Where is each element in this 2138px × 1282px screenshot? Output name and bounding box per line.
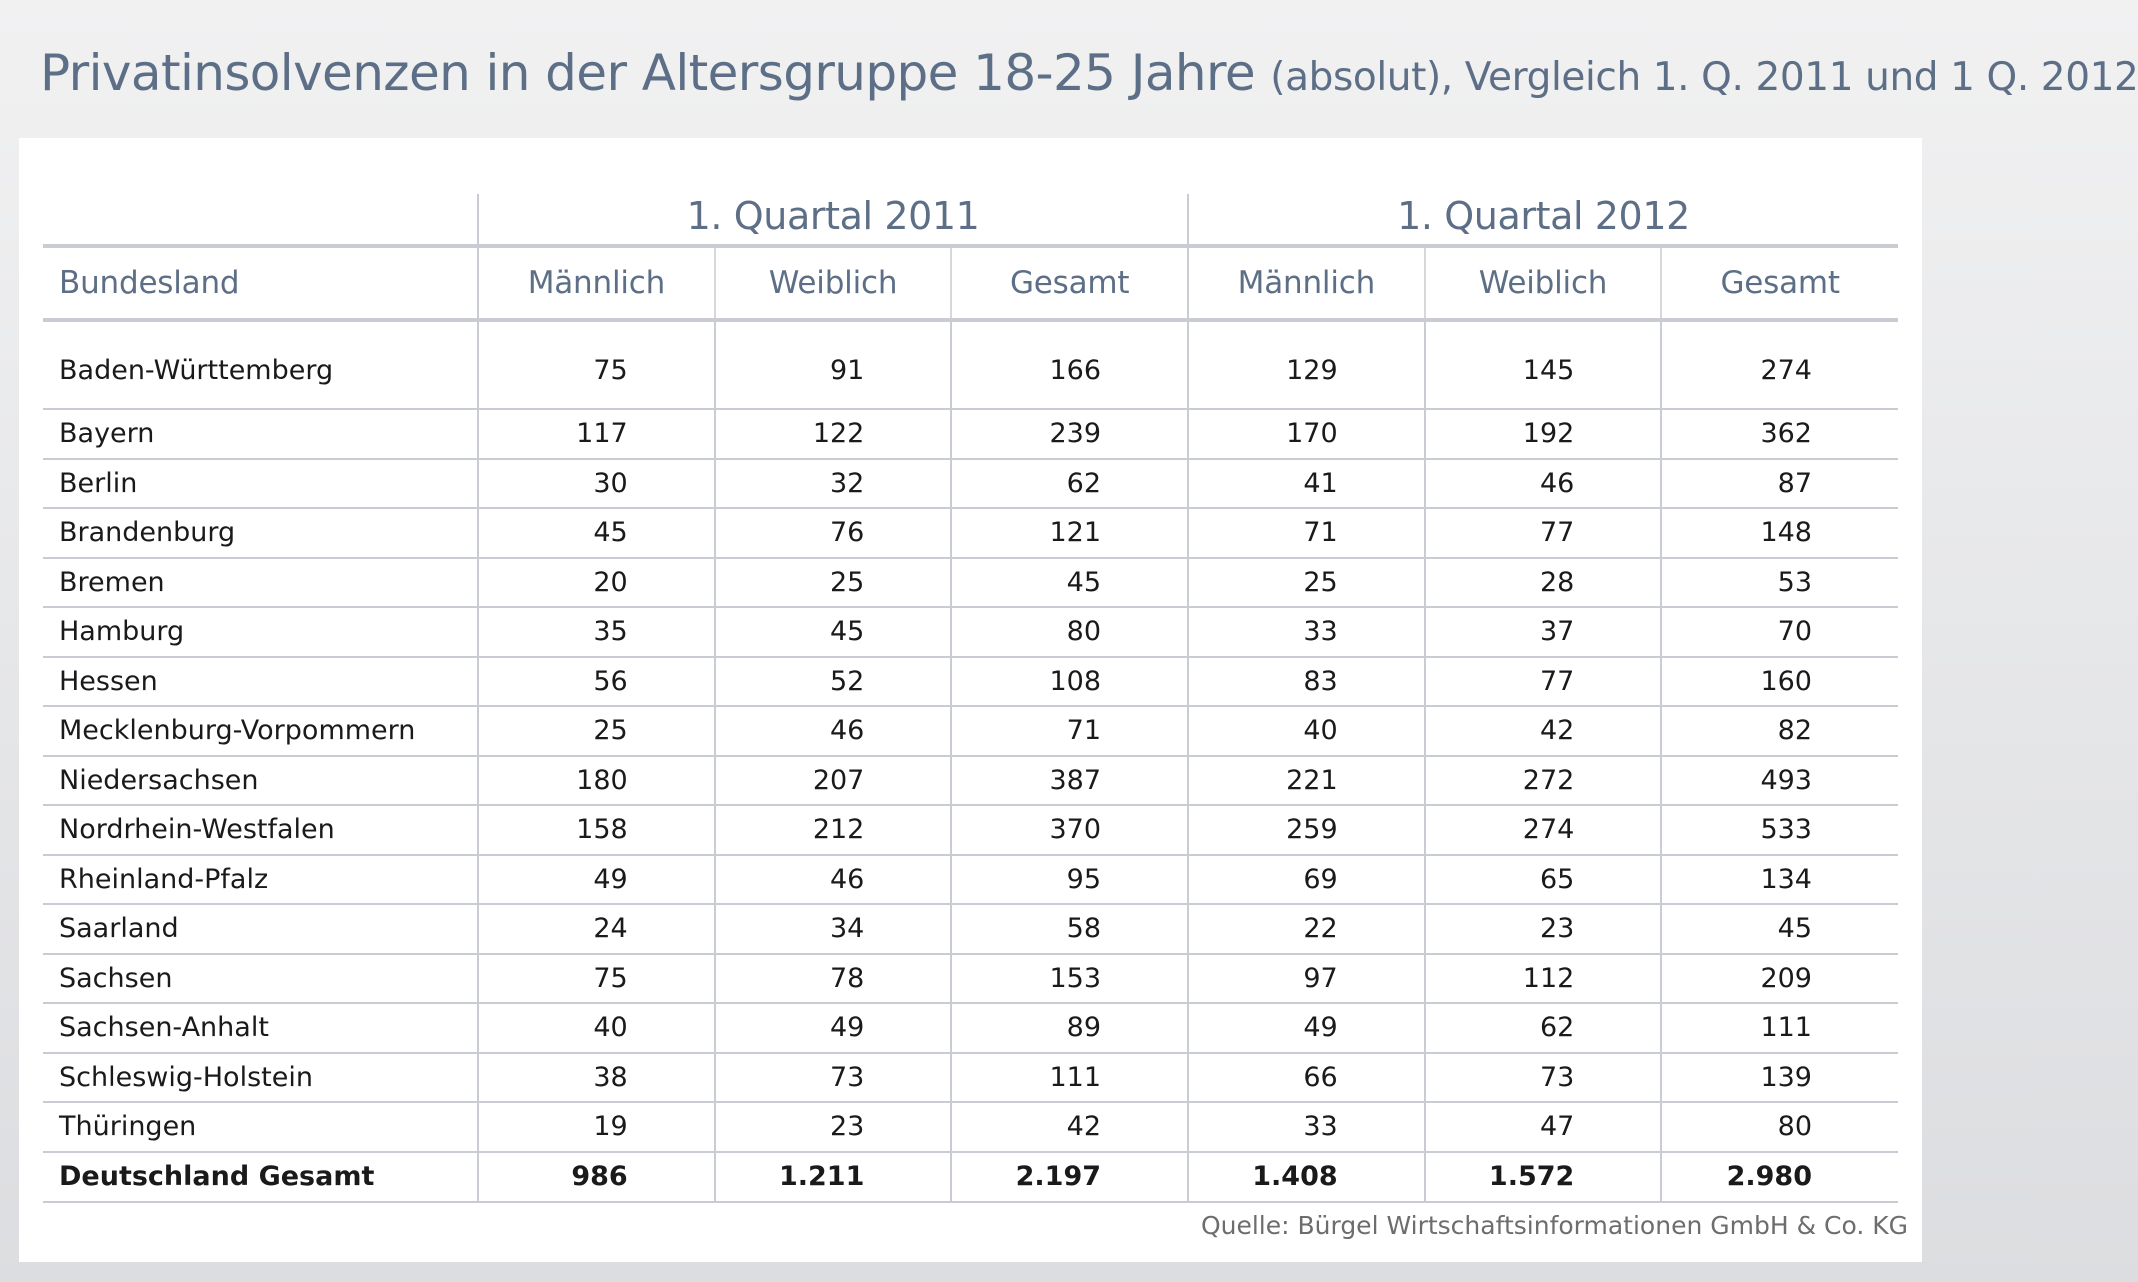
value-cell-maennlich-2012: 71 [1188,508,1425,558]
table-panel [19,138,1922,1262]
group-header-2011: 1. Quartal 2011 [478,194,1188,246]
bundesland-cell: Hamburg [43,607,478,657]
value-cell-weiblich-2011: 52 [715,657,952,707]
value-cell-maennlich-2012: 221 [1188,756,1425,806]
bundesland-cell: Schleswig-Holstein [43,1053,478,1103]
bundesland-cell: Bremen [43,558,478,608]
value-cell-weiblich-2012: 73 [1425,1053,1662,1103]
value-cell-gesamt-2011: 80 [951,607,1188,657]
value-cell-gesamt-2011: 58 [951,904,1188,954]
value-cell-gesamt-2012: 160 [1661,657,1898,707]
table-row [43,459,1898,509]
value-cell-weiblich-2011: 207 [715,756,952,806]
value-cell-maennlich-2011: 35 [478,607,715,657]
value-cell-weiblich-2011: 1.211 [715,1152,952,1202]
value-cell-maennlich-2012: 40 [1188,706,1425,756]
value-cell-maennlich-2011: 49 [478,855,715,905]
value-cell-gesamt-2012: 209 [1661,954,1898,1004]
value-cell-weiblich-2012: 42 [1425,706,1662,756]
table-row [43,1102,1898,1152]
value-cell-weiblich-2012: 192 [1425,409,1662,459]
value-cell-gesamt-2012: 53 [1661,558,1898,608]
value-cell-maennlich-2012: 1.408 [1188,1152,1425,1202]
value-cell-maennlich-2011: 25 [478,706,715,756]
value-cell-gesamt-2012: 82 [1661,706,1898,756]
column-header-maennlich-2012: Männlich [1188,246,1425,320]
value-cell-weiblich-2012: 62 [1425,1003,1662,1053]
value-cell-gesamt-2011: 95 [951,855,1188,905]
value-cell-maennlich-2012: 33 [1188,607,1425,657]
value-cell-maennlich-2011: 158 [478,805,715,855]
value-cell-maennlich-2012: 66 [1188,1053,1425,1103]
bundesland-cell: Nordrhein-Westfalen [43,805,478,855]
value-cell-maennlich-2011: 40 [478,1003,715,1053]
column-header-gesamt-2011: Gesamt [951,246,1188,320]
bundesland-cell: Bayern [43,409,478,459]
table-row [43,756,1898,806]
value-cell-gesamt-2011: 89 [951,1003,1188,1053]
value-cell-gesamt-2011: 370 [951,805,1188,855]
value-cell-weiblich-2012: 23 [1425,904,1662,954]
value-cell-gesamt-2012: 45 [1661,904,1898,954]
value-cell-gesamt-2012: 274 [1661,320,1898,409]
value-cell-maennlich-2011: 180 [478,756,715,806]
value-cell-maennlich-2011: 45 [478,508,715,558]
bundesland-cell: Brandenburg [43,508,478,558]
value-cell-maennlich-2011: 75 [478,320,715,409]
value-cell-weiblich-2012: 1.572 [1425,1152,1662,1202]
value-cell-maennlich-2011: 20 [478,558,715,608]
bundesland-cell: Saarland [43,904,478,954]
value-cell-gesamt-2011: 62 [951,459,1188,509]
value-cell-weiblich-2012: 46 [1425,459,1662,509]
value-cell-weiblich-2012: 28 [1425,558,1662,608]
bundesland-cell: Niedersachsen [43,756,478,806]
value-cell-maennlich-2012: 129 [1188,320,1425,409]
value-cell-gesamt-2011: 111 [951,1053,1188,1103]
value-cell-gesamt-2012: 80 [1661,1102,1898,1152]
value-cell-weiblich-2011: 46 [715,855,952,905]
value-cell-maennlich-2011: 986 [478,1152,715,1202]
table-row [43,409,1898,459]
table-row [43,855,1898,905]
table-row [43,904,1898,954]
value-cell-maennlich-2012: 22 [1188,904,1425,954]
table-row [43,954,1898,1004]
value-cell-maennlich-2011: 117 [478,409,715,459]
table-row [43,657,1898,707]
title-main: Privatinsolvenzen in der Altersgruppe 18-25 Jahre [40,44,1255,102]
data-table-wrapper [43,194,1898,1203]
value-cell-gesamt-2011: 108 [951,657,1188,707]
table-row [43,320,1898,409]
column-header-weiblich-2011: Weiblich [715,246,952,320]
table-row [43,607,1898,657]
group-header-2012: 1. Quartal 2012 [1188,194,1898,246]
value-cell-gesamt-2011: 153 [951,954,1188,1004]
value-cell-gesamt-2012: 148 [1661,508,1898,558]
value-cell-maennlich-2011: 56 [478,657,715,707]
value-cell-maennlich-2011: 19 [478,1102,715,1152]
value-cell-maennlich-2012: 41 [1188,459,1425,509]
table-row [43,1003,1898,1053]
value-cell-weiblich-2011: 73 [715,1053,952,1103]
group-header-row [43,194,1898,246]
table-row [43,805,1898,855]
column-header-row [43,246,1898,320]
value-cell-weiblich-2012: 47 [1425,1102,1662,1152]
value-cell-weiblich-2011: 23 [715,1102,952,1152]
value-cell-weiblich-2011: 46 [715,706,952,756]
value-cell-weiblich-2012: 65 [1425,855,1662,905]
value-cell-weiblich-2012: 77 [1425,657,1662,707]
value-cell-weiblich-2011: 78 [715,954,952,1004]
value-cell-gesamt-2012: 493 [1661,756,1898,806]
value-cell-weiblich-2011: 45 [715,607,952,657]
column-header-weiblich-2012: Weiblich [1425,246,1662,320]
value-cell-maennlich-2012: 69 [1188,855,1425,905]
value-cell-gesamt-2011: 2.197 [951,1152,1188,1202]
group-header-blank [43,194,478,246]
value-cell-gesamt-2011: 71 [951,706,1188,756]
value-cell-maennlich-2011: 24 [478,904,715,954]
value-cell-maennlich-2012: 259 [1188,805,1425,855]
value-cell-weiblich-2012: 112 [1425,954,1662,1004]
value-cell-gesamt-2011: 166 [951,320,1188,409]
value-cell-maennlich-2012: 25 [1188,558,1425,608]
bundesland-cell: Hessen [43,657,478,707]
value-cell-gesamt-2011: 42 [951,1102,1188,1152]
value-cell-gesamt-2011: 121 [951,508,1188,558]
value-cell-maennlich-2012: 97 [1188,954,1425,1004]
table-row [43,558,1898,608]
value-cell-gesamt-2011: 387 [951,756,1188,806]
value-cell-maennlich-2011: 38 [478,1053,715,1103]
value-cell-weiblich-2012: 77 [1425,508,1662,558]
table-body [43,320,1898,1202]
value-cell-maennlich-2011: 75 [478,954,715,1004]
column-header-gesamt-2012: Gesamt [1661,246,1898,320]
value-cell-weiblich-2011: 49 [715,1003,952,1053]
value-cell-maennlich-2011: 30 [478,459,715,509]
insolvency-table [43,194,1898,1203]
bundesland-cell: Deutschland Gesamt [43,1152,478,1202]
value-cell-weiblich-2011: 76 [715,508,952,558]
table-row [43,1053,1898,1103]
value-cell-gesamt-2012: 87 [1661,459,1898,509]
value-cell-gesamt-2012: 134 [1661,855,1898,905]
value-cell-weiblich-2011: 91 [715,320,952,409]
value-cell-weiblich-2011: 34 [715,904,952,954]
value-cell-weiblich-2012: 274 [1425,805,1662,855]
value-cell-gesamt-2012: 70 [1661,607,1898,657]
value-cell-maennlich-2012: 83 [1188,657,1425,707]
value-cell-weiblich-2011: 122 [715,409,952,459]
table-row [43,508,1898,558]
bundesland-cell: Sachsen-Anhalt [43,1003,478,1053]
bundesland-cell: Sachsen [43,954,478,1004]
value-cell-weiblich-2012: 37 [1425,607,1662,657]
value-cell-weiblich-2011: 212 [715,805,952,855]
bundesland-cell: Baden-Württemberg [43,320,478,409]
value-cell-gesamt-2011: 239 [951,409,1188,459]
column-header-bundesland: Bundesland [43,246,478,320]
bundesland-cell: Thüringen [43,1102,478,1152]
value-cell-weiblich-2011: 25 [715,558,952,608]
bundesland-cell: Mecklenburg-Vorpommern [43,706,478,756]
table-row [43,706,1898,756]
value-cell-gesamt-2011: 45 [951,558,1188,608]
table-row-total [43,1152,1898,1202]
bundesland-cell: Rheinland-Pfalz [43,855,478,905]
value-cell-gesamt-2012: 533 [1661,805,1898,855]
source-note: Quelle: Bürgel Wirtschaftsinformationen GmbH & Co. KG [1200,1211,1908,1240]
page-title [40,44,2138,102]
value-cell-gesamt-2012: 139 [1661,1053,1898,1103]
value-cell-weiblich-2011: 32 [715,459,952,509]
value-cell-weiblich-2012: 272 [1425,756,1662,806]
value-cell-maennlich-2012: 170 [1188,409,1425,459]
value-cell-weiblich-2012: 145 [1425,320,1662,409]
title-sub: (absolut), Vergleich 1. Q. 2011 und 1 Q. 2012 [1270,55,2138,100]
column-header-maennlich-2011: Männlich [478,246,715,320]
bundesland-cell: Berlin [43,459,478,509]
value-cell-gesamt-2012: 362 [1661,409,1898,459]
value-cell-gesamt-2012: 111 [1661,1003,1898,1053]
value-cell-maennlich-2012: 49 [1188,1003,1425,1053]
value-cell-maennlich-2012: 33 [1188,1102,1425,1152]
value-cell-gesamt-2012: 2.980 [1661,1152,1898,1202]
